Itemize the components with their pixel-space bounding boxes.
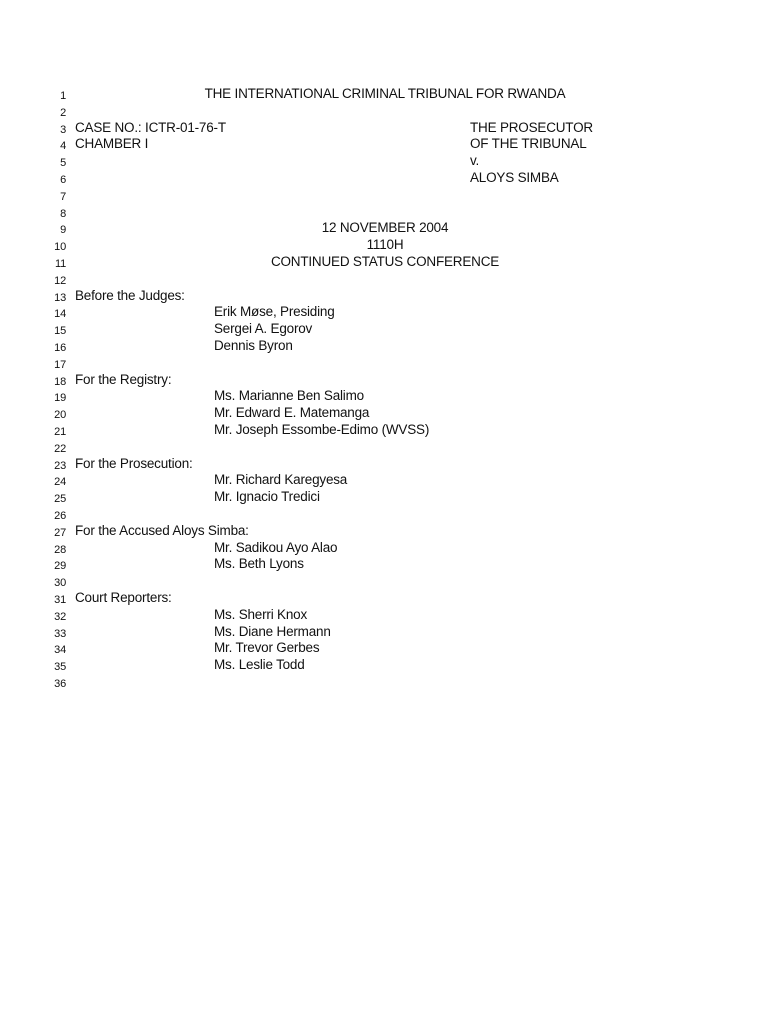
line-24 [0,472,770,489]
party-prosecutor: THE PROSECUTOR [470,119,593,135]
line-4 [0,136,770,153]
prosecution-name: Mr. Richard Karegyesa [214,472,348,488]
line-number: 33 [54,627,66,640]
line-number: 9 [60,224,66,237]
line-number: 28 [54,543,66,556]
line-number: 36 [54,677,66,690]
line-number: 8 [60,207,66,220]
case-number: CASE NO.: ICTR-01-76-T [75,119,226,135]
line-7 [0,187,770,204]
line-number: 24 [54,476,66,489]
line-number: 20 [54,409,66,422]
line-10 [0,237,770,254]
party-versus: v. [470,153,480,169]
line-5 [0,153,770,170]
line-11 [0,254,770,271]
line-25 [0,489,770,506]
line-number: 30 [54,577,66,590]
line-number: 6 [60,173,66,186]
line-35 [0,657,770,674]
line-number: 4 [60,140,66,153]
line-13 [0,288,770,305]
line-number: 1 [60,90,66,102]
line-number: 13 [54,291,66,304]
defence-name: Mr. Sadikou Ayo Alao [214,539,338,555]
line-17 [0,355,770,372]
prosecution-heading: For the Prosecution: [75,455,193,471]
line-number: 12 [54,274,66,287]
line-22 [0,439,770,456]
line-18 [0,372,770,389]
reporters-heading: Court Reporters: [75,589,172,605]
line-number: 5 [60,157,66,170]
line-31 [0,590,770,607]
registry-name: Mr. Edward E. Matemanga [214,405,370,421]
line-number: 3 [60,123,66,136]
line-16 [0,338,770,355]
line-21 [0,422,770,439]
party-of-tribunal: OF THE TRIBUNAL [470,136,587,152]
line-28 [0,540,770,557]
line-36 [0,674,770,691]
transcript-page [0,86,770,691]
line-14 [0,304,770,321]
tribunal-title: THE INTERNATIONAL CRIMINAL TRIBUNAL FOR RWANDA [204,86,566,101]
line-number: 18 [54,375,66,388]
registry-heading: For the Registry: [75,371,172,387]
prosecution-name: Mr. Ignacio Tredici [214,489,320,505]
chamber: CHAMBER I [75,136,149,152]
line-number: 16 [54,341,66,354]
line-30 [0,573,770,590]
line-number: 21 [54,425,66,438]
reporter-name: Ms. Diane Hermann [214,623,331,639]
registry-name: Ms. Marianne Ben Salimo [214,388,364,404]
line-number: 27 [54,526,66,539]
line-number: 11 [54,257,66,270]
line-number: 22 [54,442,66,455]
line-27 [0,523,770,540]
line-number: 19 [54,392,66,405]
registry-name: Mr. Joseph Essombe-Edimo (WVSS) [214,421,430,437]
line-26 [0,506,770,523]
line-34 [0,640,770,657]
line-9 [0,220,770,237]
line-number: 10 [54,241,66,254]
defence-name: Ms. Beth Lyons [214,556,304,572]
line-33 [0,624,770,641]
line-number: 17 [54,358,66,371]
party-accused: ALOYS SIMBA [470,169,559,185]
line-number: 35 [54,661,66,674]
line-15 [0,321,770,338]
line-number: 15 [54,325,66,338]
line-number: 25 [54,493,66,506]
line-number: 23 [54,459,66,472]
hearing-date: 12 NOVEMBER 2004 [321,220,449,236]
line-number: 34 [54,644,66,657]
judges-heading: Before the Judges: [75,287,185,303]
line-29 [0,556,770,573]
session-title: CONTINUED STATUS CONFERENCE [270,253,500,269]
line-32 [0,607,770,624]
line-number: 31 [54,593,66,606]
line-23 [0,456,770,473]
judge-name: Erik Møse, Presiding [214,304,335,320]
line-6 [0,170,770,187]
judge-name: Sergei A. Egorov [214,321,313,337]
line-19 [0,388,770,405]
judge-name: Dennis Byron [214,337,293,353]
line-3 [0,120,770,137]
line-number: 7 [60,190,66,203]
line-20 [0,405,770,422]
reporter-name: Ms. Leslie Todd [214,657,305,673]
line-8 [0,204,770,221]
reporter-name: Mr. Trevor Gerbes [214,640,320,656]
line-number: 26 [54,509,66,522]
line-2 [0,103,770,120]
line-12 [0,271,770,288]
reporter-name: Ms. Sherri Knox [214,606,308,622]
line-number: 29 [54,560,66,573]
line-number: 14 [54,308,66,321]
accused-heading: For the Accused Aloys Simba: [75,522,249,538]
hearing-time: 1110H [366,237,404,253]
line-1 [0,86,770,103]
line-number: 2 [60,106,66,119]
line-number: 32 [54,610,66,623]
